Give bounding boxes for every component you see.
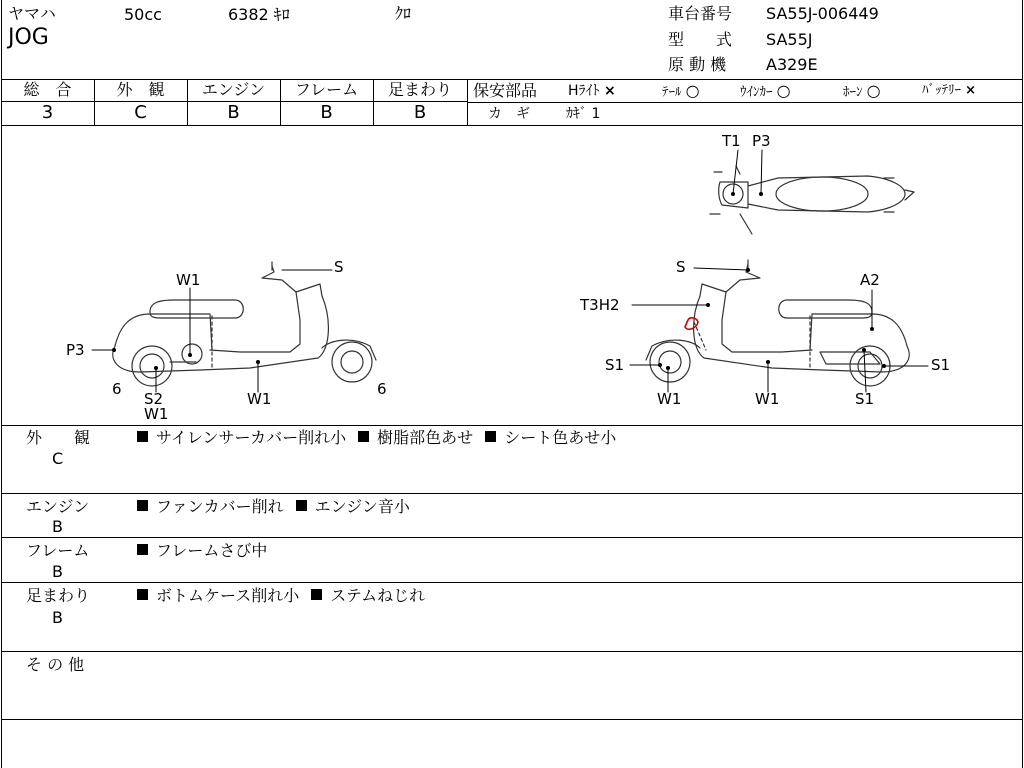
label-A2: A2 xyxy=(860,271,880,289)
label-S1-under: S1 xyxy=(855,390,875,408)
remark-label-frame: フレーム xyxy=(26,541,90,560)
key-value: ｶｷﾞ 1 xyxy=(566,106,601,122)
grade-label-frame: フレーム xyxy=(294,80,359,99)
bullet-square-icon xyxy=(137,544,148,555)
label-W1-right-wheel: W1 xyxy=(657,390,682,408)
frame-no-label: 車台番号 xyxy=(668,4,733,23)
divider-remark xyxy=(1,582,1023,583)
grade-col-divider xyxy=(467,79,468,125)
bullet-square-icon xyxy=(296,500,307,511)
remark-item: ボトムケース削れ小 xyxy=(137,586,299,605)
engine-label: 原 動 機 xyxy=(668,55,727,74)
grade-value-overall: 3 xyxy=(41,102,54,123)
label-S-right: S xyxy=(676,258,686,276)
displacement: 50cc xyxy=(124,5,162,24)
remark-label-exterior: 外 観 xyxy=(26,428,91,447)
remark-items-suspension xyxy=(137,586,437,606)
bullet-square-icon xyxy=(311,589,322,600)
grade-value-frame: B xyxy=(320,102,333,123)
divider-diagram xyxy=(1,425,1023,426)
engine-value: A329E xyxy=(766,55,818,74)
remark-items-frame xyxy=(137,541,279,561)
remark-grade-suspension: B xyxy=(52,608,63,627)
remark-item: シート色あせ小 xyxy=(485,428,616,447)
safety-label: 保安部品 xyxy=(473,81,538,100)
type-label: 型 式 xyxy=(668,30,733,49)
divider-remark xyxy=(1,719,1023,720)
grade-label-engine: エンジン xyxy=(201,80,266,99)
remark-label-engine: エンジン xyxy=(26,497,90,516)
safety-item-tail: ﾃｰﾙ ○ xyxy=(662,81,700,100)
remark-grade-exterior: C xyxy=(52,449,64,468)
divider-safety xyxy=(467,102,1023,103)
bullet-square-icon xyxy=(137,500,148,511)
label-T1: T1 xyxy=(722,132,741,150)
remark-item: ステムねじれ xyxy=(311,586,425,605)
grade-value-exterior: C xyxy=(134,102,147,123)
grade-label-exterior: 外 観 xyxy=(116,80,165,99)
type-value: SA55J xyxy=(766,30,813,49)
remark-item: サイレンサーカバー削れ小 xyxy=(137,428,346,447)
remark-item: 樹脂部色あせ xyxy=(358,428,473,447)
bullet-square-icon xyxy=(358,431,369,442)
label-W1-left-seat: W1 xyxy=(176,271,201,289)
remark-grade-frame: B xyxy=(52,562,63,581)
grade-label-overall: 総 合 xyxy=(23,80,72,99)
bullet-square-icon xyxy=(137,431,148,442)
label-P3-top: P3 xyxy=(752,132,771,150)
label-T3H2: T3H2 xyxy=(580,296,620,314)
scooter-left-view xyxy=(113,262,376,386)
remark-items-exterior xyxy=(137,428,628,448)
grade-value-engine: B xyxy=(227,102,240,123)
label-P3-left: P3 xyxy=(66,341,85,359)
model-name: JOG xyxy=(8,25,49,50)
label-S1-front: S1 xyxy=(605,356,625,374)
remark-label-other: そ の 他 xyxy=(26,655,85,674)
remark-item: ファンカバー削れ xyxy=(137,497,284,516)
divider-remark xyxy=(1,493,1023,494)
safety-item-winker: ｳｲﾝｶｰ ○ xyxy=(740,81,791,100)
label-6-left-rear: 6 xyxy=(112,380,122,398)
grade-value-suspension: B xyxy=(413,102,427,123)
label-S-left: S xyxy=(334,258,344,276)
label-W1-left-floor: W1 xyxy=(247,390,272,408)
scooter-top-view xyxy=(710,166,914,234)
label-S2: S2 xyxy=(144,390,164,408)
key-label: カ ギ xyxy=(488,106,530,122)
frame-no: SA55J-006449 xyxy=(766,4,879,23)
maker: ヤマハ xyxy=(8,4,56,23)
remark-item: エンジン音小 xyxy=(296,497,410,516)
mileage: 6382 ｷﾛ xyxy=(228,5,290,24)
label-6-left-front: 6 xyxy=(377,380,387,398)
label-S1-rear: S1 xyxy=(931,356,951,374)
safety-item-horn: ﾎｰﾝ ○ xyxy=(843,81,881,100)
damage-diagram xyxy=(0,126,1024,425)
grade-label-suspension: 足まわり xyxy=(387,80,452,99)
bullet-square-icon xyxy=(485,431,496,442)
safety-item-headlight: Hﾗｲﾄ × xyxy=(568,83,616,99)
body-color: ｸﾛ xyxy=(395,4,412,23)
remark-grade-engine: B xyxy=(52,517,63,536)
remark-items-engine xyxy=(137,497,422,517)
bullet-square-icon xyxy=(137,589,148,600)
divider-remark xyxy=(1,537,1023,538)
label-W1-left-wheel: W1 xyxy=(144,405,169,423)
safety-item-battery: ﾊﾞｯﾃﾘｰ × xyxy=(922,83,977,98)
divider-remark xyxy=(1,651,1023,652)
remark-label-suspension: 足まわり xyxy=(26,586,91,605)
remark-item: フレームさび中 xyxy=(137,541,267,560)
label-W1-right-floor: W1 xyxy=(755,390,780,408)
